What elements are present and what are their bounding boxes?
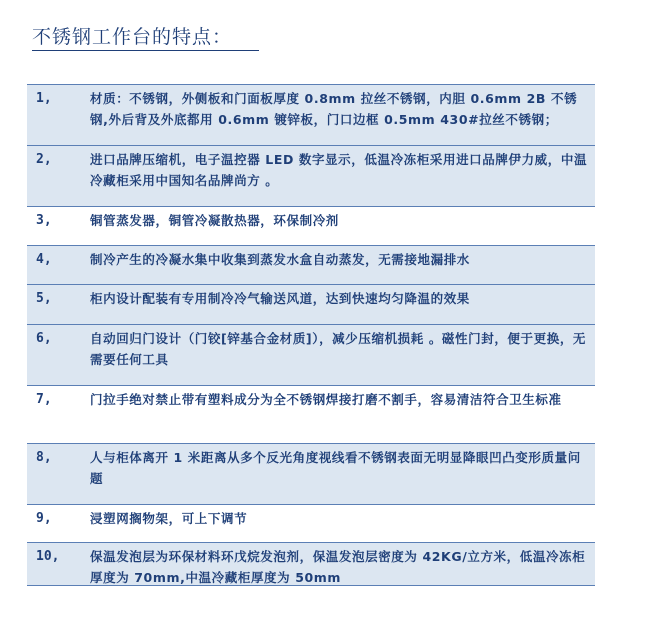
- feature-text: 柜内设计配装有专用制冷冷气输送风道，达到快速均匀降温的效果: [90, 291, 470, 306]
- feature-row-1: [27, 85, 595, 145]
- feature-text: 制冷产生的冷凝水集中收集到蒸发水盒自动蒸发，无需接地漏排水: [90, 252, 470, 267]
- feature-row-4: [27, 246, 595, 284]
- feature-row-8: [27, 444, 595, 504]
- feature-text: 材质：不锈钢，外侧板和门面板厚度 0.8mm 拉丝不锈钢，内胆 0.6mm 2B 不锈钢,外后背及外底都用 0.6mm 镀锌板，门口边框 0.5mm 430#拉丝不锈钢；: [90, 91, 578, 127]
- feature-text: 自动回归门设计（门铰[锌基合金材质]），减少压缩机损耗 。磁性门封，便于更换，无需要任何工具: [90, 331, 587, 367]
- feature-row-9: [27, 505, 595, 542]
- feature-text: 浸塑网搁物架，可上下调节: [90, 511, 248, 526]
- feature-number: 9,: [36, 511, 52, 526]
- feature-number: 3,: [36, 213, 52, 228]
- feature-row-3: [27, 207, 595, 245]
- feature-row-10: [27, 543, 595, 585]
- row-divider: [27, 585, 595, 586]
- feature-row-7: [27, 386, 595, 443]
- feature-number: 10,: [36, 549, 60, 564]
- feature-number: 8,: [36, 450, 52, 465]
- feature-number: 7,: [36, 392, 52, 407]
- feature-text: 进口品牌压缩机，电子温控器 LED 数字显示，低温冷冻柜采用进口品牌伊力威，中温冷藏柜采用中国知名品牌尚方 。: [90, 152, 588, 188]
- feature-number: 5,: [36, 291, 52, 306]
- feature-text: 保温发泡层为环保材料环戊烷发泡剂，保温发泡层密度为 42KG/立方米，低温冷冻柜厚度为 70mm,中温冷藏柜厚度为 50mm: [90, 549, 586, 585]
- feature-number: 1,: [36, 91, 52, 106]
- feature-text: 人与柜体离开 1 米距离从多个反光角度视线看不锈钢表面无明显降眼凹凸变形质量问题: [90, 450, 581, 486]
- feature-text: 铜管蒸发器，铜管冷凝散热器，环保制冷剂: [90, 213, 339, 228]
- feature-number: 2,: [36, 152, 52, 167]
- feature-text: 门拉手绝对禁止带有塑料成分为全不锈钢焊接打磨不割手，容易清洁符合卫生标准: [90, 392, 562, 407]
- feature-row-2: [27, 146, 595, 206]
- feature-number: 4,: [36, 252, 52, 267]
- feature-row-5: [27, 285, 595, 324]
- feature-row-6: [27, 325, 595, 385]
- page-title: 不锈钢工作台的特点：: [32, 26, 233, 48]
- feature-number: 6,: [36, 331, 52, 346]
